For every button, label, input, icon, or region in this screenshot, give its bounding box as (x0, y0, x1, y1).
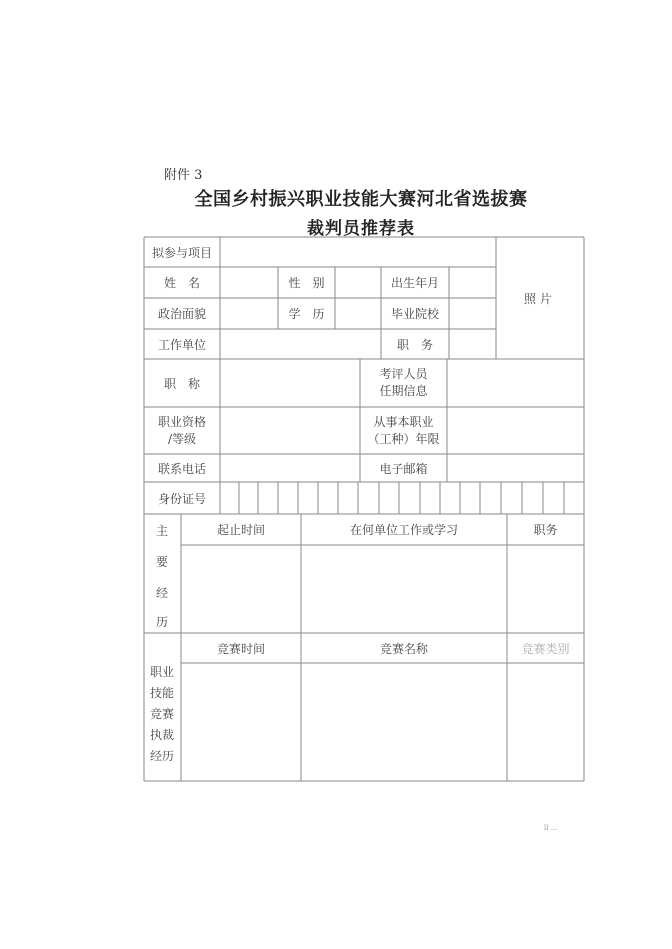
judging-name-field[interactable] (301, 663, 507, 781)
politics-field[interactable] (220, 298, 278, 329)
label-years-line1: 从事本职业 (373, 414, 434, 429)
attachment-label: 附件 3 (164, 168, 203, 183)
judging-header-category: 竞赛类别 (521, 641, 570, 656)
label-id-number: 身份证号 (157, 491, 206, 506)
judging-label (147, 662, 177, 767)
experience-header-time: 起止时间 (216, 523, 265, 537)
label-project: 拟参与项目 (151, 245, 212, 260)
label-birth: 出生年月 (390, 276, 439, 290)
label-gender: 性 别 (288, 276, 325, 290)
position-field[interactable] (449, 329, 496, 359)
judging-header-name: 竞赛名称 (379, 641, 428, 656)
qualification-field[interactable] (220, 407, 360, 454)
label-phone: 联系电话 (157, 461, 206, 476)
label-years (360, 407, 447, 454)
id-number-field[interactable] (220, 482, 584, 514)
photo-box[interactable] (496, 237, 584, 359)
experience-position-field[interactable] (507, 545, 584, 633)
label-email: 电子邮箱 (379, 461, 428, 476)
label-qualification (144, 407, 220, 454)
judging-label-2: 技能 (149, 686, 174, 700)
phone-field[interactable] (220, 454, 360, 482)
school-field[interactable] (449, 298, 496, 329)
judging-time-field[interactable] (181, 663, 301, 781)
label-education: 学 历 (288, 307, 325, 321)
email-field[interactable] (447, 454, 584, 482)
examiner-info-field[interactable] (447, 359, 584, 407)
project-field[interactable] (220, 237, 496, 267)
work-unit-field[interactable] (220, 329, 381, 359)
experience-label-2: 要 (155, 555, 168, 569)
label-examiner-line2: 任期信息 (379, 384, 428, 398)
judging-header-time: 竞赛时间 (216, 641, 265, 656)
experience-header-unit: 在何单位工作或学习 (349, 523, 458, 537)
experience-unit-field[interactable] (301, 545, 507, 633)
form-title: 全国乡村振兴职业技能大赛河北省选拔赛 (194, 189, 528, 210)
label-title: 职 称 (163, 376, 200, 391)
label-qualification-line1: 职业资格 (157, 414, 206, 429)
experience-header-position: 职务 (533, 523, 558, 537)
experience-label-4: 历 (155, 615, 168, 629)
label-qualification-line2: /等级 (167, 431, 197, 446)
label-politics: 政治面貌 (157, 307, 206, 321)
judging-label-5: 经历 (149, 749, 174, 763)
name-field[interactable] (220, 267, 278, 298)
label-examiner-line1: 考评人员 (379, 367, 428, 381)
label-examiner-info (360, 359, 447, 407)
experience-label-3: 经 (155, 586, 168, 600)
photo-label: 照片 (523, 291, 556, 306)
form-subtitle: 裁判员推荐表 (307, 219, 415, 239)
label-name: 姓 名 (163, 276, 200, 290)
experience-time-field[interactable] (181, 545, 301, 633)
label-work-unit: 工作单位 (157, 337, 206, 352)
label-years-line2: （工种）年限 (367, 431, 440, 446)
judging-label-1: 职业 (149, 665, 174, 679)
label-school: 毕业院校 (390, 307, 439, 321)
judging-category-field[interactable] (507, 663, 584, 781)
gender-field[interactable] (335, 267, 381, 298)
birth-field[interactable] (449, 267, 496, 298)
years-field[interactable] (447, 407, 584, 454)
label-position: 职 务 (396, 337, 433, 352)
judging-label-4: 执裁 (149, 728, 174, 742)
experience-label-1: 主 (155, 524, 168, 538)
judging-label-3: 竞赛 (149, 707, 174, 721)
title-field[interactable] (220, 359, 360, 407)
page-mark: ll ... (544, 824, 558, 832)
education-field[interactable] (335, 298, 381, 329)
